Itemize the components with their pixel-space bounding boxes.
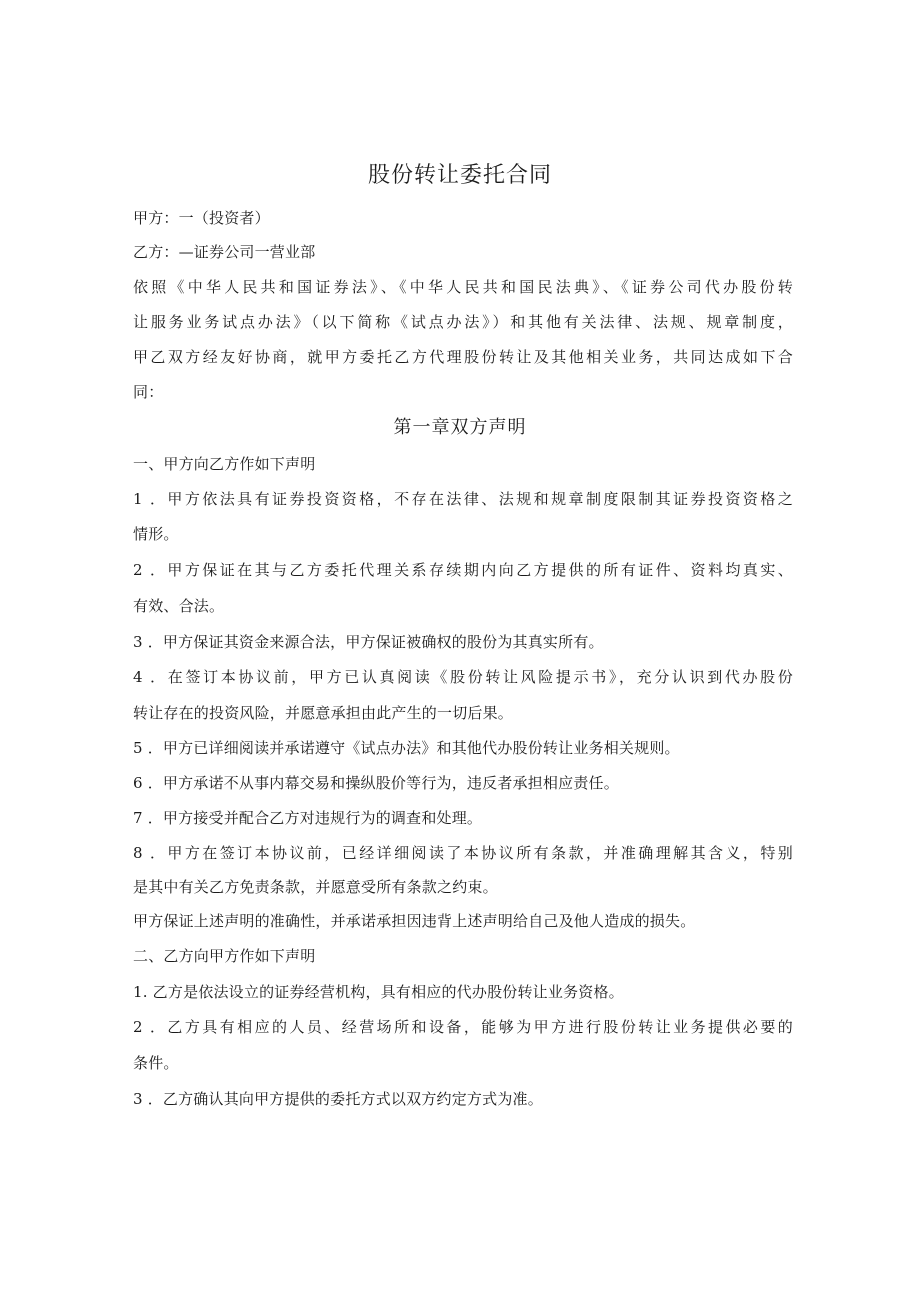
clause-line: 1. 乙方是依法设立的证券经营机构，具有相应的代办股份转让业务资格。 <box>133 983 624 1001</box>
intro-line: 让服务业务试点办法》（以下简称《试点办法》）和其他有关法律、法规、规章制度， <box>133 313 793 331</box>
clause-line: 6 ．甲方承诺不从事内幕交易和操纵股价等行为，违反者承担相应责任。 <box>133 774 619 792</box>
clause-line: 甲方保证上述声明的准确性，并承诺承担因违背上述声明给自己及他人造成的损失。 <box>133 912 696 930</box>
clause-line: 8 ．甲方在签订本协议前，已经详细阅读了本协议所有条款，并准确理解其含义，特别 <box>133 844 793 862</box>
document-title: 股份转让委托合同 <box>367 163 552 188</box>
clause-line: 4 ．在签订本协议前，甲方已认真阅读《股份转让风险提示书》，充分认识到代办股份 <box>133 668 793 686</box>
clause-line: 1 ．甲方依法具有证券投资资格，不存在法律、法规和规章制度限制其证券投资资格之 <box>133 490 793 508</box>
party-a-line: 甲方：一（投资者） <box>133 209 270 227</box>
clause-line: 3 ．乙方确认其向甲方提供的委托方式以双方约定方式为准。 <box>133 1090 543 1108</box>
intro-line: 依照《中华人民共和国证券法》、《中华人民共和国民法典》、《证券公司代办股份转 <box>133 278 793 296</box>
section-heading: 一、甲方向乙方作如下声明 <box>133 455 316 473</box>
party-b-line: 乙方：—证券公司一营业部 <box>133 243 316 261</box>
clause-line: 2 ．乙方具有相应的人员、经营场所和设备，能够为甲方进行股份转让业务提供必要的 <box>133 1018 793 1036</box>
clause-line: 7 ．甲方接受并配合乙方对违规行为的调查和处理。 <box>133 809 483 827</box>
intro-line: 同： <box>133 383 164 401</box>
clause-line: 条件。 <box>133 1054 179 1072</box>
clause-line: 3 ．甲方保证其资金来源合法，甲方保证被确权的股份为其真实所有。 <box>133 633 604 651</box>
section-heading: 二、乙方向甲方作如下声明 <box>133 947 316 965</box>
chapter-title: 第一章双方声明 <box>393 417 527 438</box>
clause-line: 5 ．甲方已详细阅读并承诺遵守《试点办法》和其他代办股份转让业务相关规则。 <box>133 739 680 757</box>
intro-line: 甲乙双方经友好协商，就甲方委托乙方代理股份转让及其他相关业务，共同达成如下合 <box>133 348 793 366</box>
clause-line: 情形。 <box>133 525 179 543</box>
clause-line: 是其中有关乙方免责条款，并愿意受所有条款之约束。 <box>133 878 498 896</box>
clause-line: 转让存在的投资风险，并愿意承担由此产生的一切后果。 <box>133 704 514 722</box>
clause-line: 有效、合法。 <box>133 597 225 615</box>
clause-line: 2 ．甲方保证在其与乙方委托代理关系存续期内向乙方提供的所有证件、资料均真实、 <box>133 561 793 579</box>
